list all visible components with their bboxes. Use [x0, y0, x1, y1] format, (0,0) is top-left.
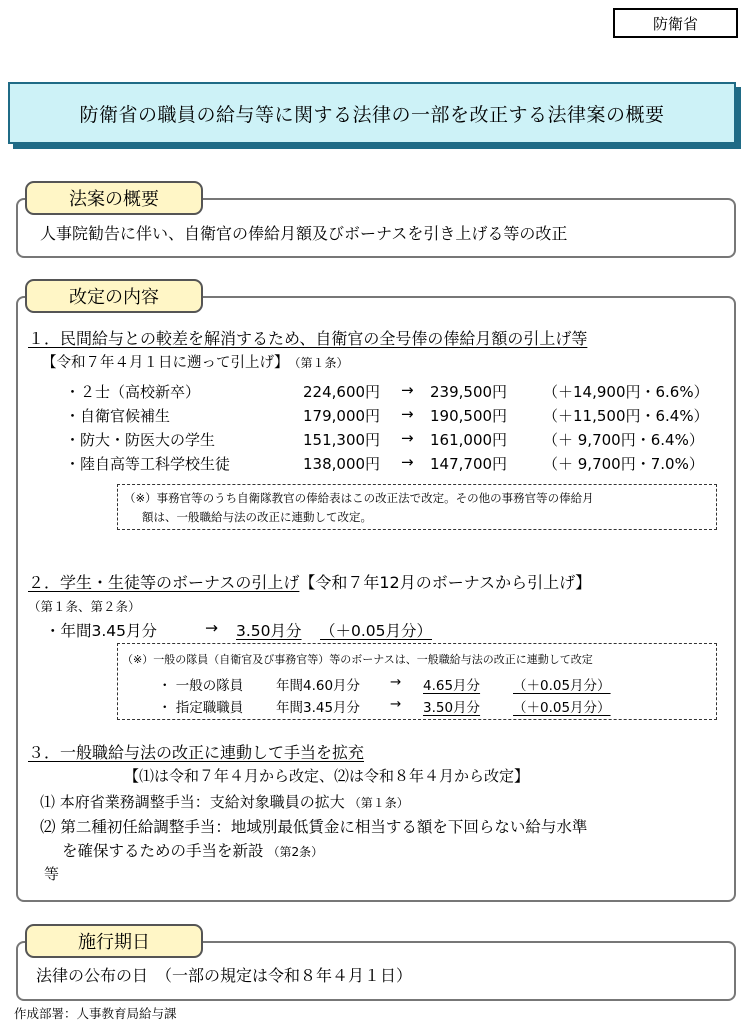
bonus-line — [45, 619, 465, 641]
section2-note-head: （※）一般の隊員（自衛官及び事務官等）等のボーナスは、一般職給与法の改正に連動して改定 — [122, 653, 593, 666]
salary-row-from: 138,000円 — [303, 455, 381, 473]
bonus-note-row — [158, 696, 628, 716]
salary-row-from: 151,300円 — [303, 431, 381, 449]
bonus-line-to: 3.50月分 — [236, 622, 302, 640]
section3-item2-line2 — [62, 839, 323, 861]
bonus-note-diff: （＋0.05月分） — [513, 700, 611, 716]
salary-row-to: 239,500円 — [430, 383, 508, 401]
ministry-label: 防衛省 — [613, 8, 738, 38]
bonus-note-label: ・ 指定職職員 — [158, 700, 244, 716]
bonus-note-from: 年間4.60月分 — [276, 678, 361, 694]
salary-row-to: 190,500円 — [430, 407, 508, 425]
salary-row-to: 147,700円 — [430, 455, 508, 473]
salary-row-arrow: → — [401, 405, 414, 423]
salary-row-to: 161,000円 — [430, 431, 508, 449]
bonus-line-diff: （＋0.05月分） — [320, 622, 433, 640]
bonus-line-arrow: → — [205, 619, 218, 637]
bonus-note-label: ・ 一般の隊員 — [158, 678, 244, 694]
section3-subheading: 【⑴は令和７年４月から改定、⑵は令和８年４月から改定】 — [124, 767, 530, 785]
salary-row-diff: （＋14,900円・6.6%） — [543, 383, 709, 401]
section3-item2b: を確保するための手当を新設 — [62, 842, 264, 860]
section2-heading-tail: 【令和７年12月のボーナスから引上げ】 — [299, 573, 592, 592]
bonus-note-from: 年間3.45月分 — [276, 700, 361, 716]
bonus-note-arrow: → — [390, 696, 402, 712]
content-tag: 改定の内容 — [25, 279, 203, 313]
section3-heading: ３．一般職給与法の改正に連動して手当を拡充 — [28, 743, 365, 762]
salary-row-label: ・自衛官候補生 — [65, 407, 171, 425]
bonus-note-to: 4.65月分 — [423, 678, 481, 694]
section1-note-line1: （※）事務官等のうち自衛隊教官の俸給表はこの改正法で改定。その他の事務官等の俸給月 — [124, 491, 594, 505]
salary-row-diff: （＋11,500円・6.4%） — [543, 407, 709, 425]
bonus-note-to: 3.50月分 — [423, 700, 481, 716]
salary-row-label: ・陸自高等工科学校生徒 — [65, 455, 231, 473]
effective-tag: 施行期日 — [25, 924, 203, 958]
section1-note-line2: 額は、一般職給与法の改正に連動して改定。 — [142, 510, 372, 524]
salary-row-from: 224,600円 — [303, 383, 381, 401]
section1-sub-ref: （第１条） — [294, 356, 349, 370]
salary-row-label: ・２士（高校新卒） — [65, 383, 201, 401]
salary-row-label: ・防大・防医大の学生 — [65, 431, 216, 449]
bonus-note-row — [158, 674, 628, 694]
section1-heading: １．民間給与との較差を解消するため、自衛官の全号俸の俸給月額の引上げ等 — [28, 329, 588, 348]
section3-etc: 等 — [44, 865, 60, 883]
salary-row-diff: （＋ 9,700円・6.4%） — [543, 431, 704, 449]
overview-tag: 法案の概要 — [25, 181, 203, 215]
salary-row-arrow: → — [401, 453, 414, 471]
section3-item1: ⑴ 本府省業務調整手当：支給対象職員の拡大 — [40, 793, 345, 811]
bonus-note-diff: （＋0.05月分） — [513, 678, 611, 694]
section3-item1-ref: （第１条） — [348, 796, 409, 810]
section1-sub: 【令和７年４月１日に遡って引上げ】 — [42, 355, 289, 371]
salary-row-from: 179,000円 — [303, 407, 381, 425]
overview-text: 人事院勧告に伴い、自衛官の俸給月額及びボーナスを引き上げる等の改正 — [40, 224, 568, 243]
section2-heading-line — [28, 570, 591, 593]
section3-item1-line — [40, 791, 409, 812]
page-title: 防衛省の職員の給与等に関する法律の一部を改正する法律案の概要 — [8, 82, 736, 144]
section3-item2-line1: ⑵ 第二種初任給調整手当：地域別最低賃金に相当する額を下回らない給与水準 — [40, 818, 588, 836]
salary-row-arrow: → — [401, 429, 414, 447]
salary-row-diff: （＋ 9,700円・7.0%） — [543, 455, 704, 473]
section1-subheading — [42, 351, 349, 372]
section2-heading: ２．学生・生徒等のボーナスの引上げ — [28, 573, 300, 592]
section3-item2-ref: （第2条） — [267, 845, 324, 859]
salary-row-arrow: → — [401, 381, 414, 399]
effective-text: 法律の公布の日 （一部の規定は令和８年４月１日） — [36, 966, 413, 985]
bonus-note-arrow: → — [390, 674, 402, 690]
bonus-line-label: ・年間3.45月分 — [45, 622, 158, 640]
footer-department: 作成部署：人事教育局給与課 — [14, 1006, 177, 1021]
section2-ref: （第１条、第２条） — [28, 599, 141, 614]
